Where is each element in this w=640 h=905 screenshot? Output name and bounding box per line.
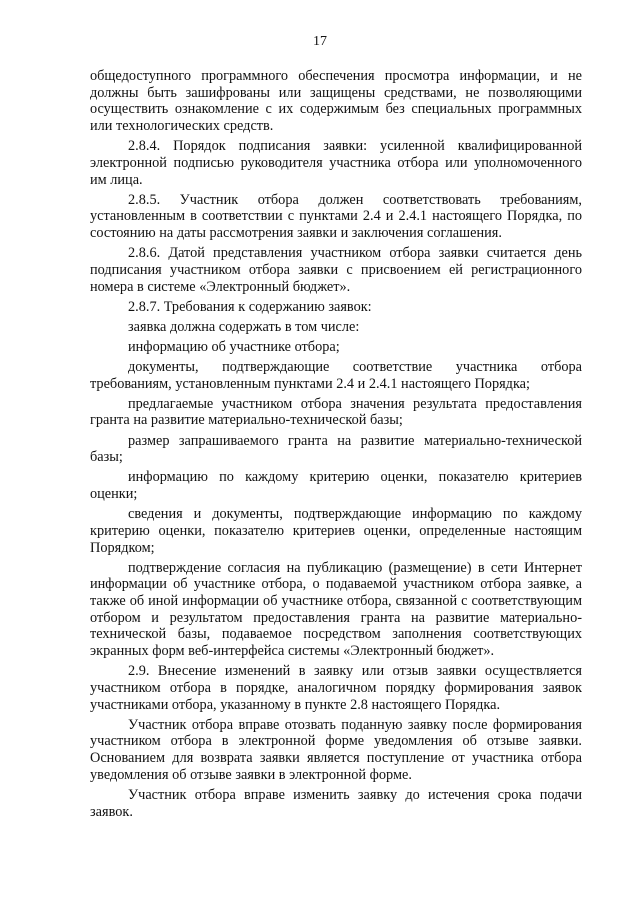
list-item: документы, подтверждающие соответствие участника отбора требованиям, установленным пунктами 2.4 и 2.4.1 настоящего Порядка;	[90, 358, 582, 392]
document-body	[90, 68, 582, 824]
paragraph-withdrawal: Участник отбора вправе отозвать поданную заявку после формирования участником отбора в электронной форме уведомления об отзыве заявки. Основанием для возврата заявки является поступление от участника отбора уведомления об отзыве заявки в электронной форме.	[90, 716, 582, 783]
list-item: подтверждение согласия на публикацию (размещение) в сети Интернет информации об участнике отбора, о подаваемой участником отбора заявке, а также об иной информации об участнике отбора, связанной с соответствующим отбором и результатом предоставления гранта на развитие материально-технической базы, подаваемое посредством заполнения соответствующих экранных форм веб-интерфейса системы «Электронный бюджет».	[90, 559, 582, 660]
paragraph-2-9: 2.9. Внесение изменений в заявку или отзыв заявки осуществляется участником отбора в порядке, аналогичном порядку формирования заявок участниками отбора, указанному в пункте 2.8 настоящего Порядка.	[90, 663, 582, 713]
list-item: информацию об участнике отбора;	[128, 338, 340, 355]
paragraph-2-8-4: 2.8.4. Порядок подписания заявки: усиленной квалифицированной электронной подписью руководителя участника отбора или уполномоченного им лица.	[90, 138, 582, 188]
list-item: предлагаемые участником отбора значения результата предоставления гранта на развитие материально-технической базы;	[90, 395, 582, 429]
paragraph-2-8-7: 2.8.7. Требования к содержанию заявок:	[128, 298, 372, 315]
page-number: 17	[313, 34, 327, 49]
paragraph-2-8-5: 2.8.5. Участник отбора должен соответствовать требованиям, установленным в соответствии с пунктами 2.4 и 2.4.1 настоящего Порядка, по состоянию на даты рассмотрения заявки и заключения соглашения.	[90, 191, 582, 242]
paragraph-continuation: общедоступного программного обеспечения просмотра информации, и не должны быть зашифрованы или защищены средствами, не позволяющими осуществить ознакомление с их содержимым без специальных программных или технологических средств.	[90, 68, 582, 135]
list-item: информацию по каждому критерию оценки, показателю критериев оценки;	[90, 469, 582, 503]
paragraph-application-contents: заявка должна содержать в том числе:	[128, 318, 360, 335]
paragraph-2-8-6: 2.8.6. Датой представления участником отбора заявки считается день подписания участником отбора заявки с присвоением ей регистрационного номера в системе «Электронный бюджет».	[90, 245, 582, 295]
list-item: сведения и документы, подтверждающие информацию по каждому критерию оценки, показателю критериев оценки, определенные настоящим Порядком;	[90, 506, 582, 556]
paragraph-modification: Участник отбора вправе изменить заявку до истечения срока подачи заявок.	[90, 786, 582, 820]
list-item: размер запрашиваемого гранта на развитие материально-технической базы;	[90, 432, 582, 466]
